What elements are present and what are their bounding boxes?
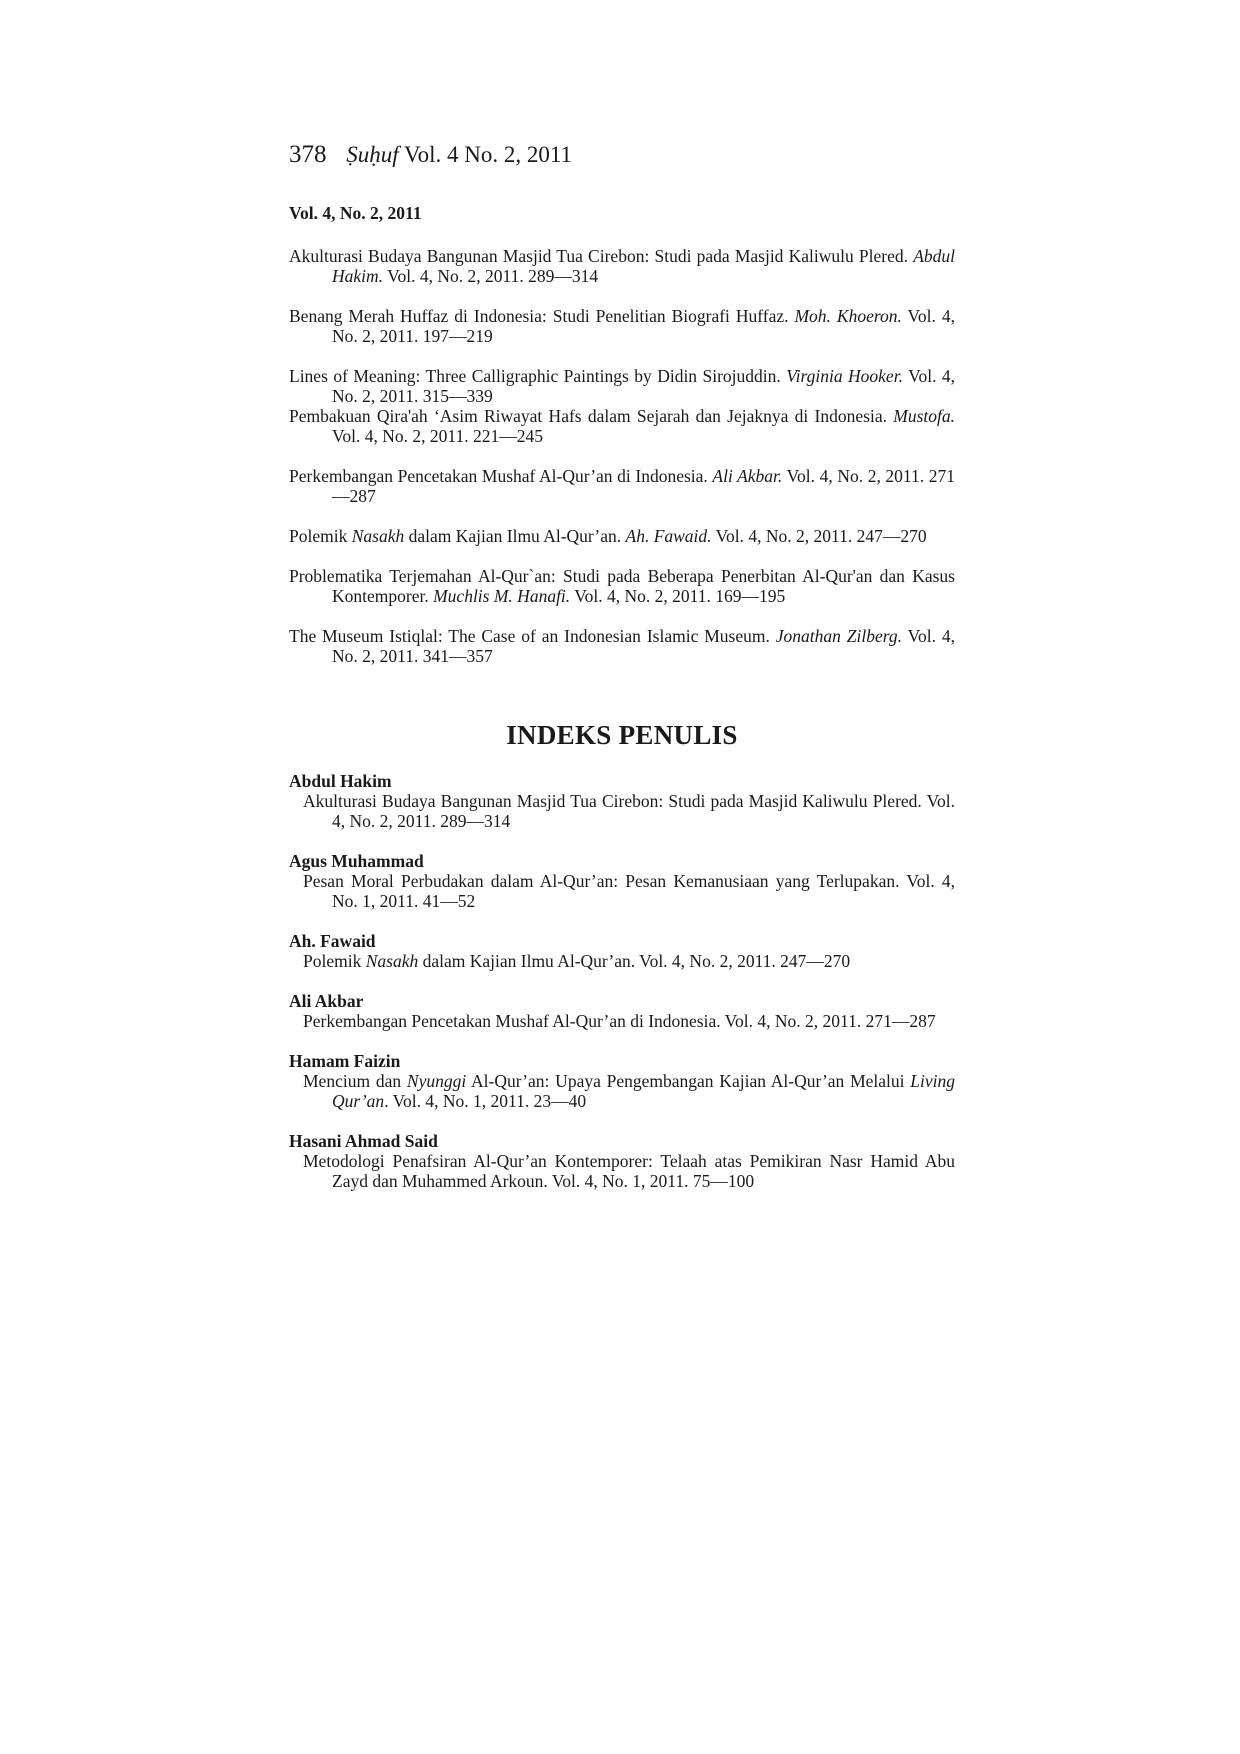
article-entry: [289, 466, 955, 506]
article-entry: [289, 566, 955, 606]
author-name: Abdul Hakim: [289, 771, 392, 791]
page-body: [289, 203, 955, 1211]
author-article: Pesan Moral Perbudakan dalam Al-Qur’an: Pesan Kemanusiaan yang Terlupakan. Vol. 4, No. 1, 2011. 41—52: [303, 871, 955, 911]
author-article: [289, 951, 955, 971]
issue-label: Vol. 4 No. 2, 2011: [403, 142, 573, 167]
volume-heading: Vol. 4, No. 2, 2011: [289, 203, 422, 223]
author-article: [289, 1071, 955, 1111]
author-index-list: [289, 771, 955, 1191]
article-title: The Museum Istiqlal: The Case of an Indonesian Islamic Museum.: [289, 626, 770, 646]
author-index-item: [289, 991, 955, 1031]
author-name: Ali Akbar: [289, 991, 364, 1011]
article-citation: Vol. 4, No. 2, 2011. 169—195: [574, 586, 786, 606]
article-citation: Vol. 4, No. 2, 2011. 221—245: [332, 426, 543, 446]
article-index-list: [289, 246, 955, 666]
article-title: Problematika Terjemahan Al-Qur`an: Studi pada Beberapa Penerbitan Al-Qur'an dan Kasus Kontemporer.: [289, 566, 955, 606]
article-entry: [289, 526, 955, 546]
author-name: Hamam Faizin: [289, 1051, 401, 1071]
article-entry: [289, 366, 955, 406]
article-title-pre: Polemik: [289, 526, 348, 546]
article-author: Abdul Hakim.: [332, 246, 955, 286]
article-entry: [289, 306, 955, 346]
journal-name: Ṣuḥuf: [346, 142, 399, 167]
article-title: Benang Merah Huffaz di Indonesia: Studi Penelitian Biografi Huffaz.: [289, 306, 789, 326]
article-author: Muchlis M. Hanafi.: [433, 586, 571, 606]
page-number: 378: [289, 141, 327, 168]
article-author: Mustofa.: [893, 406, 956, 426]
author-index-item: [289, 931, 955, 971]
article-title-post: dalam Kajian Ilmu Al-Qur’an.: [408, 526, 622, 546]
author-article: Metodologi Penafsiran Al-Qur’an Kontemporer: Telaah atas Pemikiran Nasr Hamid Abu Zayd dan Muhammed Arkoun. Vol. 4, No. 1, 2011. 75—100: [303, 1151, 955, 1191]
article-title-term: Nasakh: [351, 526, 405, 546]
article-author: Jonathan Zilberg.: [775, 626, 903, 646]
author-name: Agus Muhammad: [289, 851, 424, 871]
article-citation: Vol. 4, No. 2, 2011. 271—287: [332, 466, 956, 506]
author-article-pre: Polemik: [303, 951, 362, 971]
article-author: Moh. Khoeron.: [794, 306, 902, 326]
author-index-item: [289, 1131, 955, 1191]
author-article-term: Nyunggi: [406, 1071, 467, 1091]
article-author: Ah. Fawaid.: [625, 526, 712, 546]
article-citation: Vol. 4, No. 2, 2011. 197—219: [332, 306, 956, 346]
article-author: Ali Akbar.: [712, 466, 783, 486]
article-title: Akulturasi Budaya Bangunan Masjid Tua Cirebon: Studi pada Masjid Kaliwulu Plered.: [289, 246, 908, 266]
author-article-mid: Al-Qur’an: Upaya Pengembangan Kajian Al-Qur’an Melalui: [471, 1071, 905, 1091]
author-article: Akulturasi Budaya Bangunan Masjid Tua Cirebon: Studi pada Masjid Kaliwulu Plered. Vol. 4, No. 2, 2011. 289—314: [303, 791, 955, 831]
article-title: Lines of Meaning: Three Calligraphic Paintings by Didin Sirojuddin.: [289, 366, 781, 386]
article-citation: Vol. 4, No. 2, 2011. 289—314: [387, 266, 599, 286]
article-title: Perkembangan Pencetakan Mushaf Al-Qur’an di Indonesia.: [289, 466, 708, 486]
author-article-post: dalam Kajian Ilmu Al-Qur’an. Vol. 4, No. 2, 2011. 247—270: [422, 951, 851, 971]
author-name: Ah. Fawaid: [289, 931, 376, 951]
author-article: Perkembangan Pencetakan Mushaf Al-Qur’an di Indonesia. Vol. 4, No. 2, 2011. 271—287: [303, 1011, 936, 1031]
article-entry: [289, 246, 955, 286]
author-index-item: [289, 851, 955, 911]
article-citation: Vol. 4, No. 2, 2011. 315—339: [332, 366, 956, 406]
author-index-item: [289, 771, 955, 831]
author-article-pre: Mencium dan: [303, 1071, 402, 1091]
article-citation: Vol. 4, No. 2, 2011. 341—357: [332, 626, 955, 666]
author-article-post: . Vol. 4, No. 1, 2011. 23—40: [384, 1091, 587, 1111]
article-citation: Vol. 4, No. 2, 2011. 247—270: [715, 526, 927, 546]
author-index-item: [289, 1051, 955, 1111]
author-name: Hasani Ahmad Said: [289, 1131, 438, 1151]
article-author: Virginia Hooker.: [786, 366, 903, 386]
author-article-term: Nasakh: [365, 951, 419, 971]
running-header: [289, 140, 572, 170]
author-article-term-2: Living Qur’an: [332, 1071, 956, 1111]
article-entry: [289, 626, 955, 666]
article-title: Pembakuan Qira'ah ‘Asim Riwayat Hafs dalam Sejarah dan Jejaknya di Indonesia.: [289, 406, 887, 426]
author-index-title: INDEKS PENULIS: [506, 720, 738, 750]
article-entry: [289, 406, 955, 446]
